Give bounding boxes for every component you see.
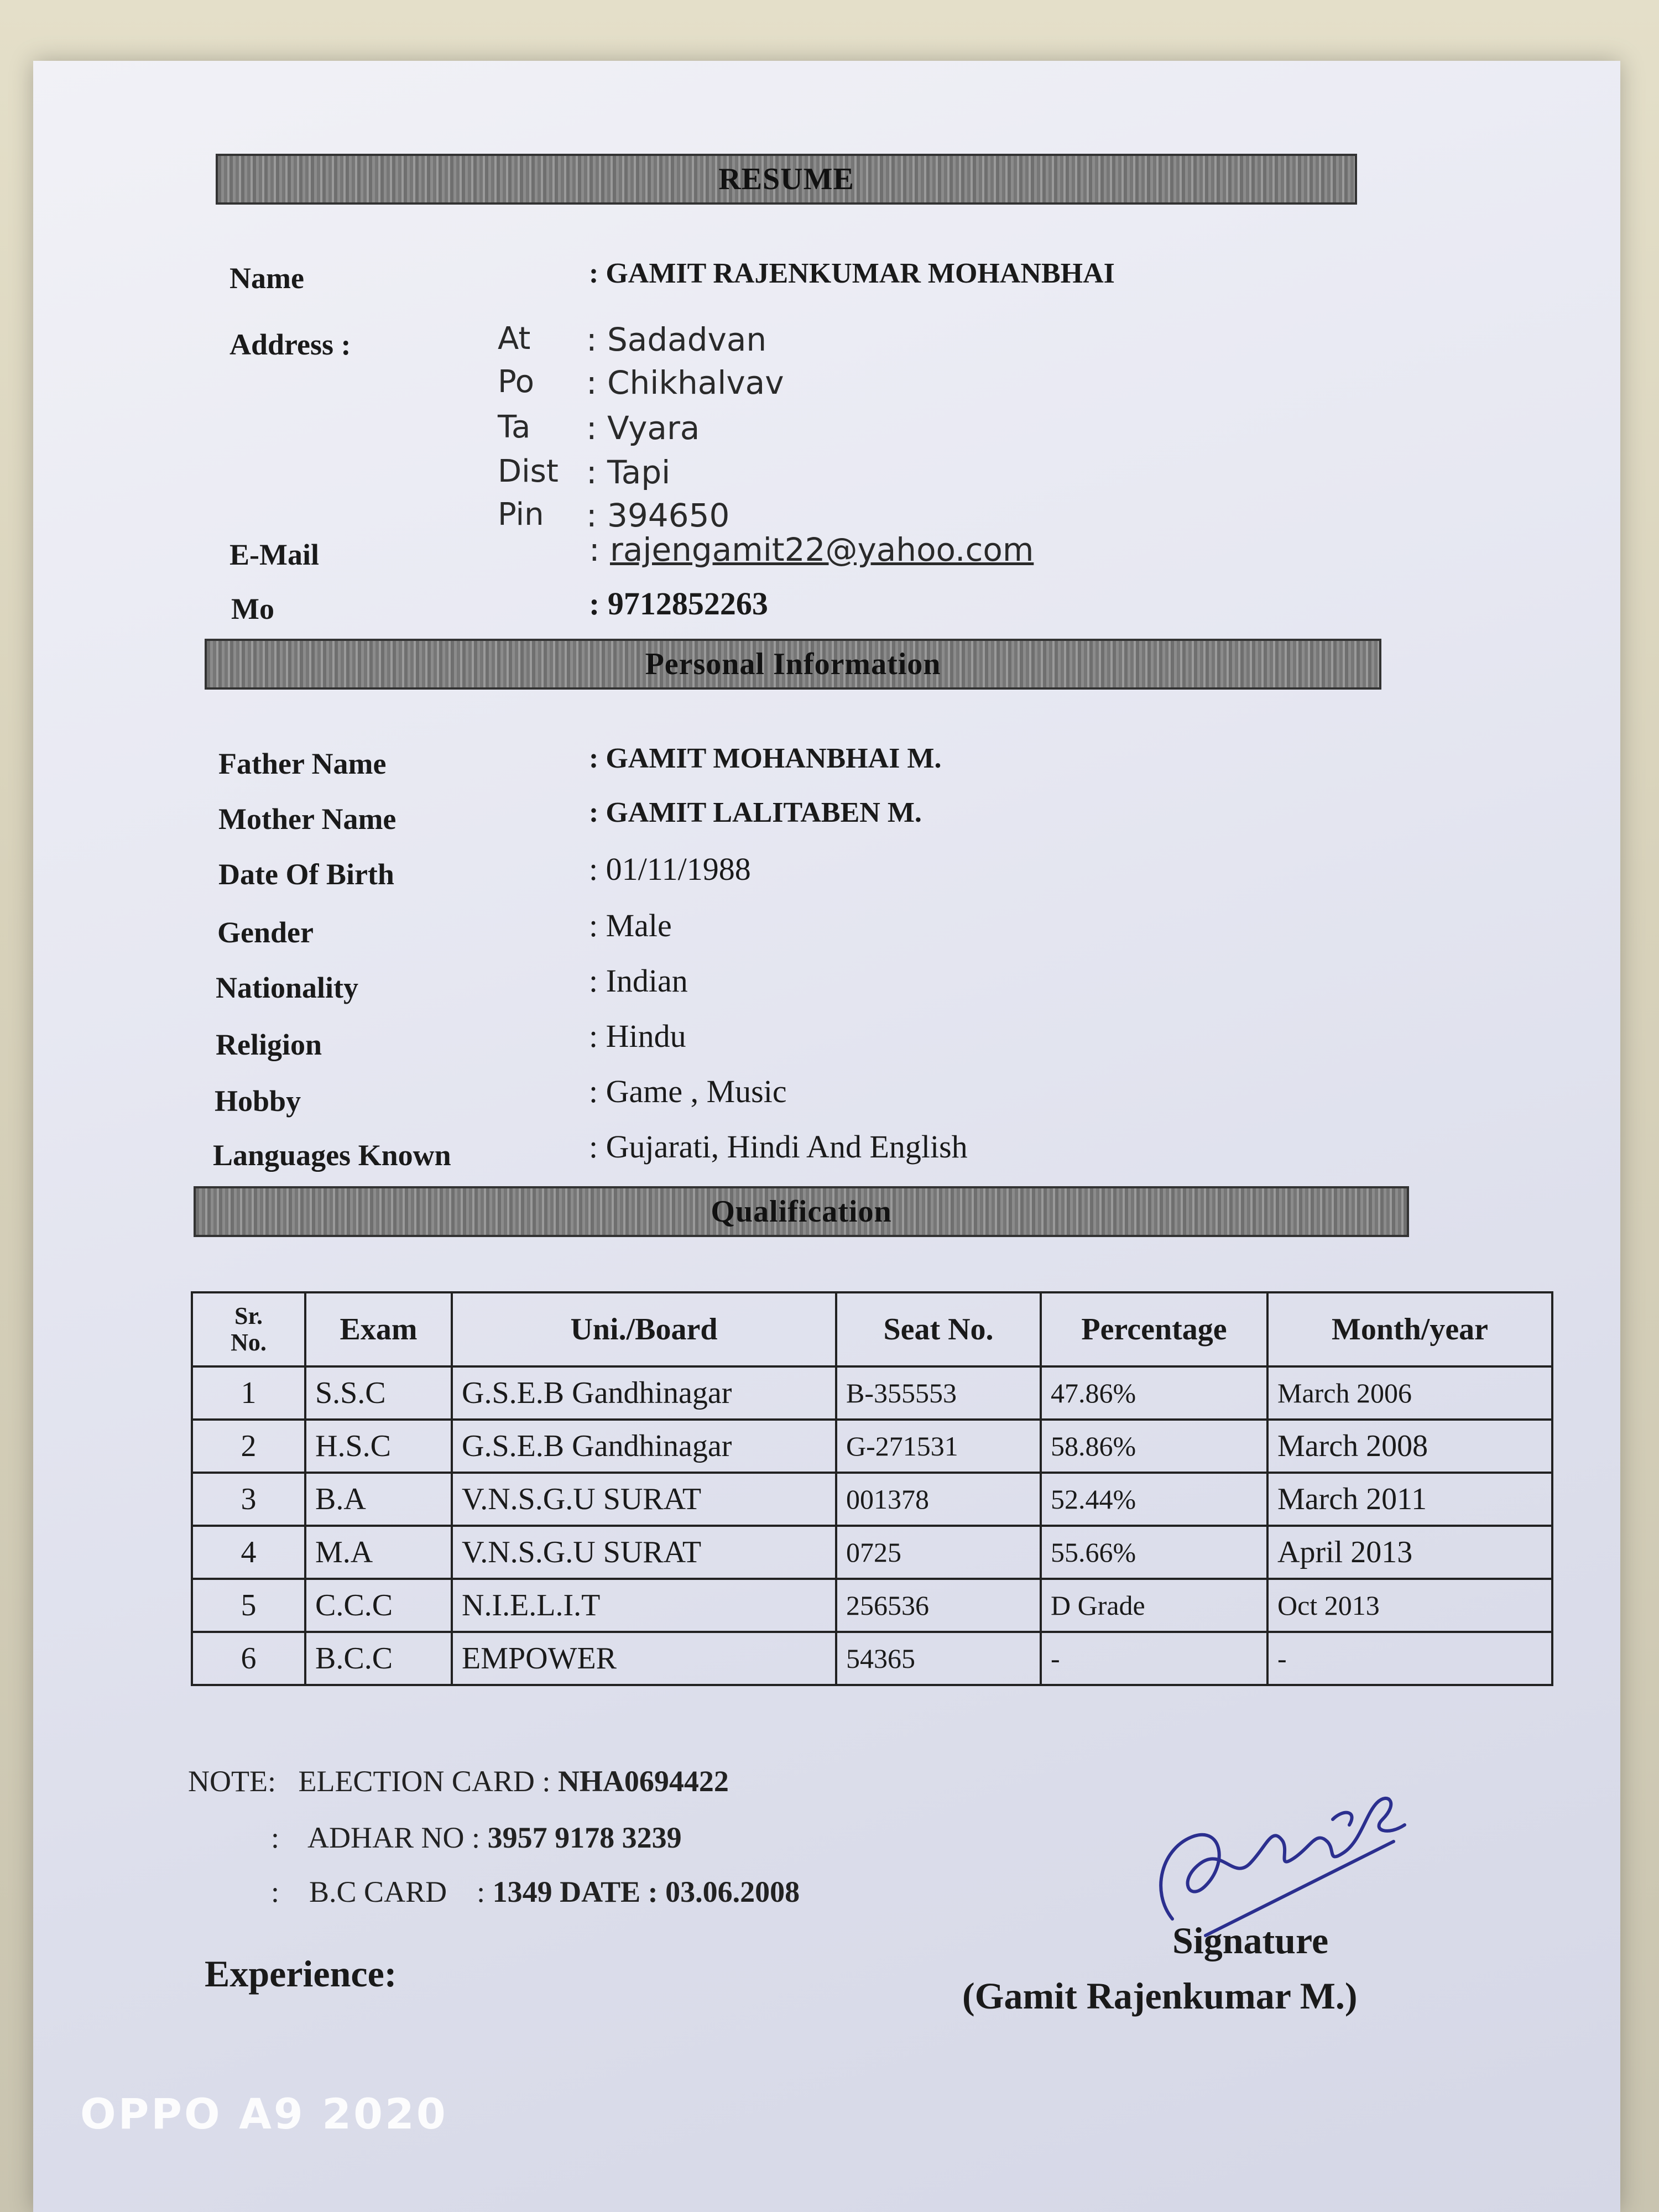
note-label: NOTE: — [188, 1765, 276, 1798]
email-link[interactable]: rajengamit22@yahoo.com — [609, 531, 1034, 568]
header-sr-no — [192, 1292, 305, 1366]
row-exam: S.S.C — [305, 1366, 452, 1420]
name-label: Name — [229, 262, 304, 295]
row-exam: B.A — [305, 1473, 452, 1526]
row-exam: C.C.C — [305, 1579, 452, 1632]
email-row — [589, 531, 1034, 568]
adhar-label: ADHAR NO : — [307, 1821, 481, 1854]
row-month-year: - — [1267, 1632, 1552, 1685]
address-key-po: Po — [498, 364, 535, 400]
mother-name-value: : GAMIT LALITABEN M. — [589, 797, 922, 828]
row-sr: 4 — [192, 1526, 305, 1579]
note-election-card — [188, 1764, 729, 1798]
address-key-at: At — [498, 321, 531, 357]
email-label: E-Mail — [229, 538, 319, 571]
row-board: N.I.E.L.I.T — [452, 1579, 836, 1632]
adhar-value: 3957 9178 3239 — [487, 1821, 682, 1854]
languages-label: Languages Known — [213, 1139, 451, 1172]
row-exam: M.A — [305, 1526, 452, 1579]
father-name-label: Father Name — [218, 747, 387, 780]
qualification-table — [191, 1291, 1553, 1686]
dob-value: : 01/11/1988 — [589, 851, 751, 887]
row-percentage: 52.44% — [1041, 1473, 1267, 1526]
signature-name: (Gamit Rajenkumar M.) — [962, 1975, 1358, 2017]
nationality-label: Nationality — [216, 971, 359, 1004]
row-sr: 3 — [192, 1473, 305, 1526]
row-board: V.N.S.G.U SURAT — [452, 1473, 836, 1526]
header-sr-line1: Sr. — [234, 1302, 263, 1329]
header-seat: Seat No. — [836, 1292, 1041, 1366]
hobby-value: : Game , Music — [589, 1073, 787, 1109]
row-board: EMPOWER — [452, 1632, 836, 1685]
nationality-value: : Indian — [589, 963, 688, 999]
table-row — [192, 1632, 1552, 1685]
hobby-label: Hobby — [215, 1084, 301, 1118]
row-seat: 54365 — [836, 1632, 1041, 1685]
row-sr: 2 — [192, 1420, 305, 1473]
address-key-ta: Ta — [498, 409, 531, 445]
header-sr-line2: No. — [231, 1329, 267, 1356]
name-value: : GAMIT RAJENKUMAR MOHANBHAI — [589, 258, 1115, 289]
row-month-year: March 2008 — [1267, 1420, 1552, 1473]
row-seat: B-355553 — [836, 1366, 1041, 1420]
election-card-label: ELECTION CARD : — [298, 1765, 551, 1798]
row-seat: 0725 — [836, 1526, 1041, 1579]
bc-card-label: B.C CARD — [309, 1875, 447, 1908]
religion-label: Religion — [216, 1028, 322, 1061]
father-name-value: : GAMIT MOHANBHAI M. — [589, 743, 942, 774]
personal-info-banner — [205, 639, 1381, 690]
row-seat: 001378 — [836, 1473, 1041, 1526]
signature-label: Signature — [1172, 1919, 1329, 1961]
row-percentage: 47.86% — [1041, 1366, 1267, 1420]
header-board: Uni./Board — [452, 1292, 836, 1366]
table-row — [192, 1579, 1552, 1632]
adhar-prefix: : — [271, 1821, 280, 1854]
row-percentage: - — [1041, 1632, 1267, 1685]
row-sr: 6 — [192, 1632, 305, 1685]
address-value-dist: : Tapi — [586, 453, 671, 491]
religion-value: : Hindu — [589, 1018, 686, 1054]
mother-name-label: Mother Name — [218, 802, 397, 836]
table-header-row — [192, 1292, 1552, 1366]
gender-label: Gender — [217, 916, 314, 949]
row-board: G.S.E.B Gandhinagar — [452, 1366, 836, 1420]
header-exam: Exam — [305, 1292, 452, 1366]
camera-watermark: OPPO A9 2020 — [80, 2089, 448, 2138]
resume-title: RESUME — [718, 162, 854, 196]
row-sr: 5 — [192, 1579, 305, 1632]
address-value-at: : Sadadvan — [586, 321, 767, 358]
row-sr: 1 — [192, 1366, 305, 1420]
table-row — [192, 1473, 1552, 1526]
bc-card-value: 1349 DATE : 03.06.2008 — [492, 1875, 800, 1908]
languages-value: : Gujarati, Hindi And English — [589, 1129, 968, 1165]
row-percentage: D Grade — [1041, 1579, 1267, 1632]
resume-title-banner — [216, 154, 1357, 205]
row-board: V.N.S.G.U SURAT — [452, 1526, 836, 1579]
gender-value: : Male — [589, 907, 672, 943]
qualification-banner — [194, 1186, 1409, 1237]
resume-paper — [33, 61, 1620, 2212]
row-percentage: 58.86% — [1041, 1420, 1267, 1473]
address-value-ta: : Vyara — [586, 409, 700, 447]
bc-prefix: : — [271, 1875, 280, 1908]
note-adhar — [271, 1820, 682, 1855]
row-month-year: April 2013 — [1267, 1526, 1552, 1579]
bc-card-sep: : — [477, 1875, 486, 1908]
row-percentage: 55.66% — [1041, 1526, 1267, 1579]
header-month-year: Month/year — [1267, 1292, 1552, 1366]
dob-label: Date Of Birth — [218, 858, 394, 891]
row-exam: B.C.C — [305, 1632, 452, 1685]
mobile-label: Mo — [231, 592, 274, 625]
personal-info-title: Personal Information — [645, 647, 941, 681]
address-key-pin: Pin — [498, 497, 544, 533]
address-label: Address : — [229, 328, 351, 361]
table-row — [192, 1420, 1552, 1473]
note-bc-card — [271, 1875, 800, 1909]
row-seat: G-271531 — [836, 1420, 1041, 1473]
row-month-year: March 2006 — [1267, 1366, 1552, 1420]
address-value-pin: : 394650 — [586, 497, 730, 534]
email-prefix: : — [589, 531, 600, 568]
election-card-value: NHA0694422 — [557, 1765, 729, 1798]
header-percentage: Percentage — [1041, 1292, 1267, 1366]
qualification-title: Qualification — [711, 1194, 892, 1229]
table-row — [192, 1526, 1552, 1579]
row-seat: 256536 — [836, 1579, 1041, 1632]
address-key-dist: Dist — [498, 453, 559, 489]
mobile-value: : 9712852263 — [589, 586, 768, 622]
table-row — [192, 1366, 1552, 1420]
experience-label: Experience: — [205, 1953, 397, 1995]
row-month-year: Oct 2013 — [1267, 1579, 1552, 1632]
row-board: G.S.E.B Gandhinagar — [452, 1420, 836, 1473]
row-exam: H.S.C — [305, 1420, 452, 1473]
row-month-year: March 2011 — [1267, 1473, 1552, 1526]
address-value-po: : Chikhalvav — [586, 364, 784, 401]
